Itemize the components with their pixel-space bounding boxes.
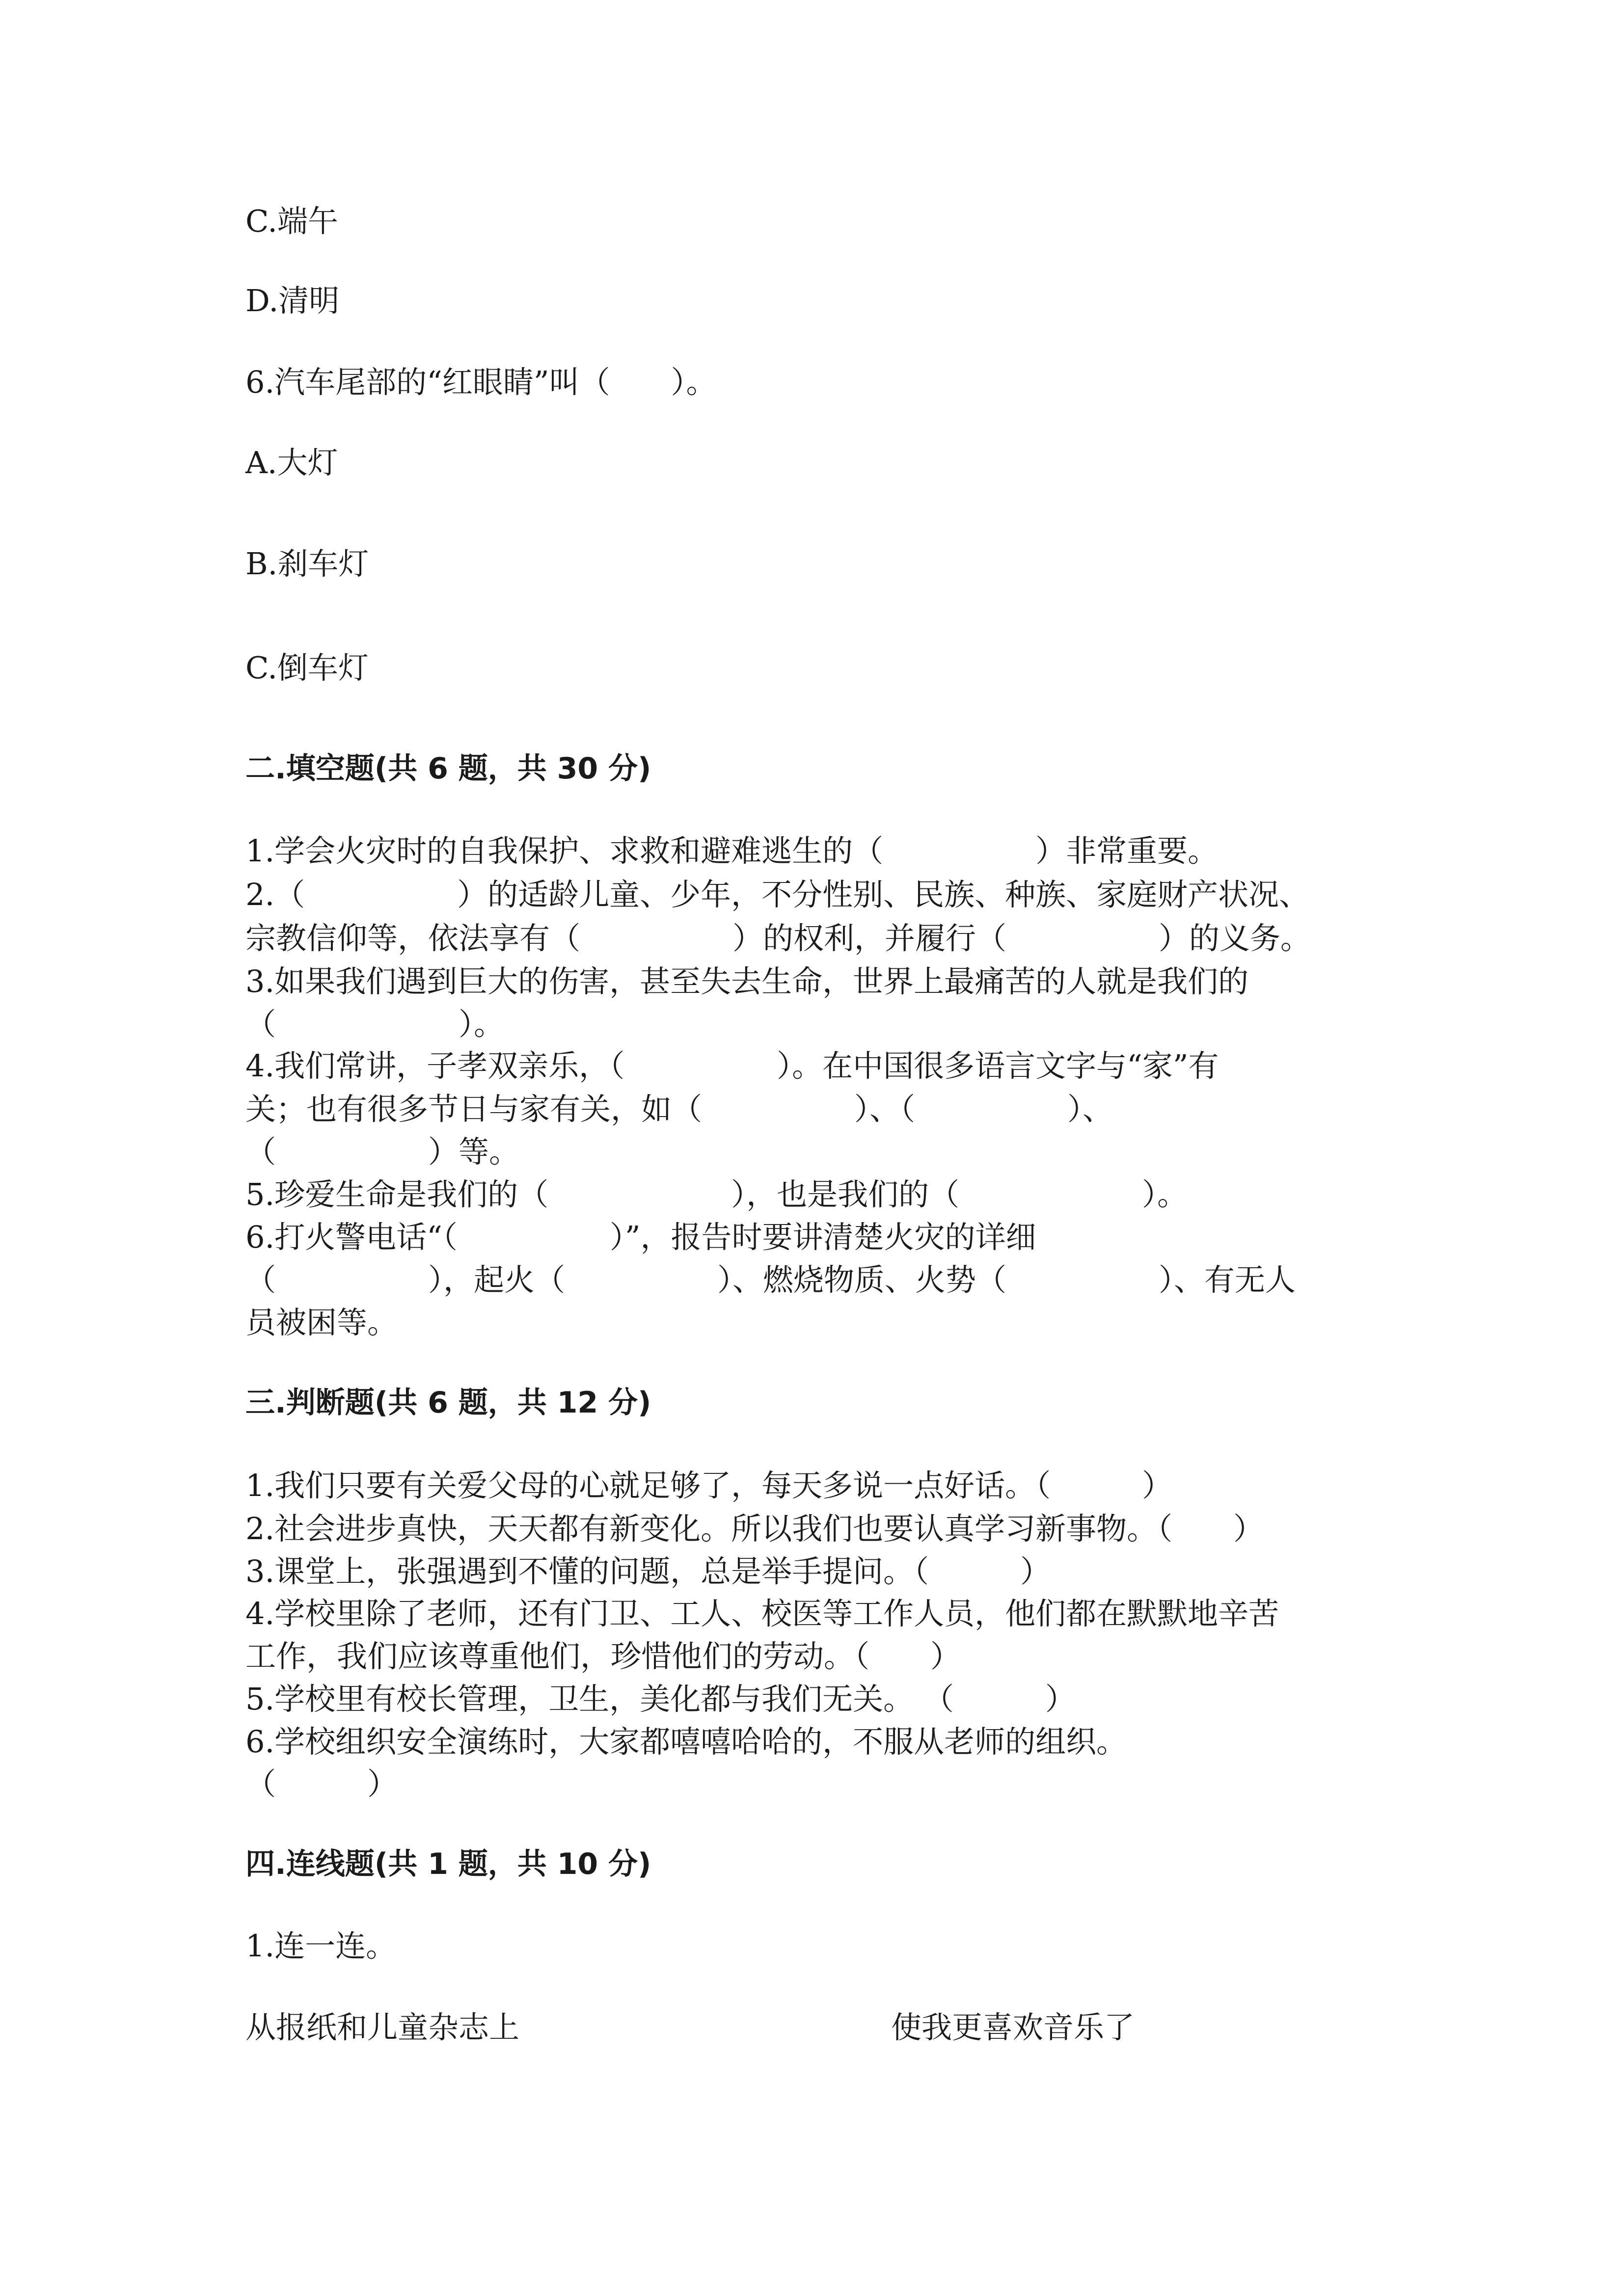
true-false-line: （ ） [245, 1766, 398, 1802]
matching-right-item: 使我更喜欢音乐了 [891, 2009, 1135, 2045]
q5-option-d: D.清明 [245, 283, 340, 319]
section-heading-matching: 四.连线题(共 1 题，共 10 分) [245, 1847, 651, 1881]
fill-blank-line: 员被困等。 [245, 1305, 398, 1340]
matching-question: 1.连一连。 [245, 1928, 397, 1964]
fill-blank-line: 关；也有很多节日与家有关，如（ ）、（ ）、 [245, 1091, 1113, 1127]
true-false-line: 工作，我们应该尊重他们，珍惜他们的劳动。（ ） [245, 1638, 961, 1674]
q6-option-c: C.倒车灯 [245, 650, 369, 686]
fill-blank-line: 1.学会火灾时的自我保护、求救和避难逃生的（ ）非常重要。 [245, 833, 1218, 869]
true-false-line: 2.社会进步真快，天天都有新变化。所以我们也要认真学习新事物。（ ） [245, 1511, 1264, 1547]
q5-option-c: C.端午 [245, 203, 338, 239]
fill-blank-line: （ ）。 [245, 1006, 505, 1042]
fill-blank-line: 宗教信仰等，依法享有（ ）的权利，并履行（ ）的义务。 [245, 920, 1311, 956]
fill-blank-line: 5.珍爱生命是我们的（ ），也是我们的（ ）。 [245, 1176, 1188, 1212]
true-false-line: 5.学校里有校长管理，卫生，美化都与我们无关。 （ ） [245, 1681, 1076, 1717]
fill-blank-line: 2.（ ）的适龄儿童、少年，不分性别、民族、种族、家庭财产状况、 [245, 877, 1310, 912]
fill-blank-line: （ ）等。 [245, 1134, 520, 1170]
true-false-line: 6.学校组织安全演练时，大家都嘻嘻哈哈的，不服从老师的组织。 [245, 1724, 1127, 1760]
true-false-line: 3.课堂上，张强遇到不懂的问题，总是举手提问。（ ） [245, 1553, 1051, 1589]
q6-option-a: A.大灯 [245, 445, 338, 481]
q6-stem: 6.汽车尾部的“红眼睛”叫（ ）。 [245, 364, 717, 400]
true-false-line: 1.我们只要有关爱父母的心就足够了，每天多说一点好话。（ ） [245, 1468, 1173, 1503]
q6-option-b: B.刹车灯 [245, 546, 369, 582]
section-heading-fill-blank: 二.填空题(共 6 题，共 30 分) [245, 751, 651, 786]
fill-blank-line: 6.打火警电话“（ ）”，报告时要讲清楚火灾的详细 [245, 1219, 1036, 1255]
section-heading-true-false: 三.判断题(共 6 题，共 12 分) [245, 1386, 651, 1420]
matching-left-item: 从报纸和儿童杂志上 [245, 2009, 520, 2045]
true-false-line: 4.学校里除了老师，还有门卫、工人、校医等工作人员，他们都在默默地辛苦 [245, 1596, 1279, 1631]
fill-blank-line: （ ），起火（ ）、燃烧物质、火势（ ）、有无人 [245, 1262, 1296, 1298]
fill-blank-line: 4.我们常讲，子孝双亲乐，（ ）。在中国很多语言文字与“家”有 [245, 1048, 1219, 1084]
fill-blank-line: 3.如果我们遇到巨大的伤害，甚至失去生命，世界上最痛苦的人就是我们的 [245, 963, 1249, 999]
